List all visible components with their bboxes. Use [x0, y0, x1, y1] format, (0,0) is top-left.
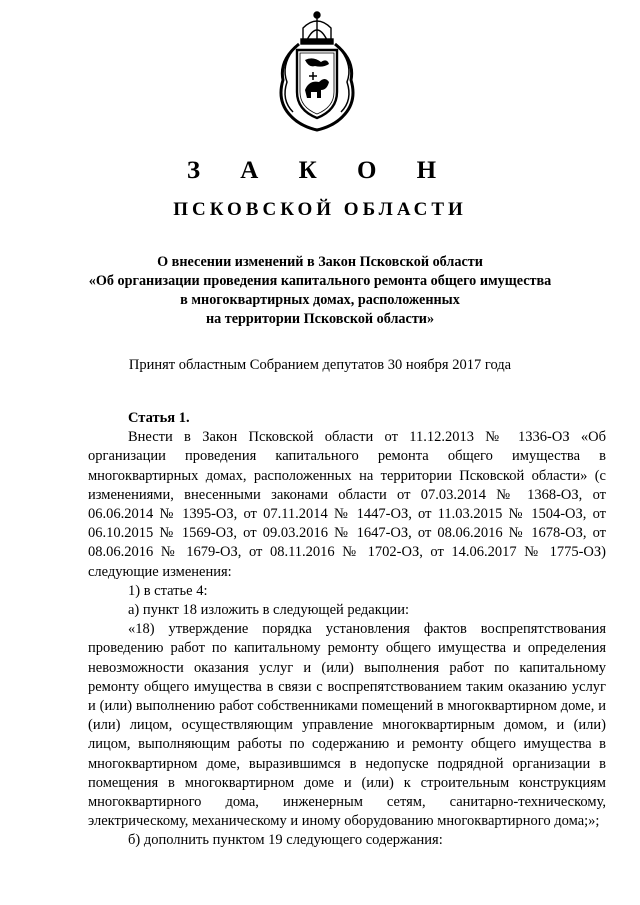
coat-of-arms-icon [269, 10, 365, 134]
heading-line: в многоквартирных домах, расположенных [180, 292, 460, 308]
article-intro-paragraph: Внести в Закон Псковской области от 11.12.2013 № 1336-ОЗ «Об организации проведения капитального ремонта общего имущества в многоквартирных домах, расположенных на территории Псковской области» (с изменениями, внесенными законами области от 07.03.2014 № 1368-ОЗ, от 06.06.2014 № 1395-ОЗ, от 07.11.2014 № 1447-ОЗ, от 11.03.2015 № 1504-ОЗ, от 06.10.2015 № 1569-ОЗ, от 09.03.2016 № 1647-ОЗ, от 08.06.2016 № 1678-ОЗ, от 08.06.2016 № 1679-ОЗ, от 08.11.2016 № 1702-ОЗ, от 14.06.2017 № 1775-ОЗ) следующие изменения: [88, 429, 606, 580]
adoption-note: Принят областным Собранием депутатов 30 ноября 2017 года [128, 357, 512, 373]
law-body [88, 409, 606, 851]
article-title: Статья 1. [128, 410, 190, 426]
quoted-provision: «18) утверждение порядка установления фактов воспрепятствования проведению работ по капитальному ремонту общего имущества и определения невозможности оказания услуг и (или) выполнения работ по капитальному ремонту общего имущества в связи с воспрепятствованием таким оказанию услуг и (или) выполнению работ собственниками помещений в многоквартирном доме, и (или) лицом, осуществляющим управление многоквартирным домом, и (или) лицом, выполняющим работы по содержанию и ремонту общего имущества в многоквартирном доме, выразившимся в недопуске подрядной организации в помещения в многоквартирном доме и (или) к строительным конструкциям многоквартирного дома, инженерным сетям, санитарно-техническому, электрическому, механическому и иному оборудованию многоквартирного дома;»; [88, 621, 606, 830]
law-region-title: ПСКОВСКОЙ ОБЛАСТИ [173, 199, 467, 220]
item-1: 1) в статье 4: [128, 582, 208, 599]
heading-line: О внесении изменений в Закон Псковской области [157, 254, 483, 270]
law-title: З А К О Н [186, 157, 454, 184]
item-b: б) дополнить пунктом 19 следующего содержания: [128, 832, 443, 849]
heading-line: «Об организации проведения капитального ремонта общего имущества [88, 273, 552, 289]
law-heading [60, 253, 580, 329]
item-a: а) пункт 18 изложить в следующей редакции: [128, 602, 410, 619]
heading-line: на территории Псковской области» [205, 311, 435, 327]
